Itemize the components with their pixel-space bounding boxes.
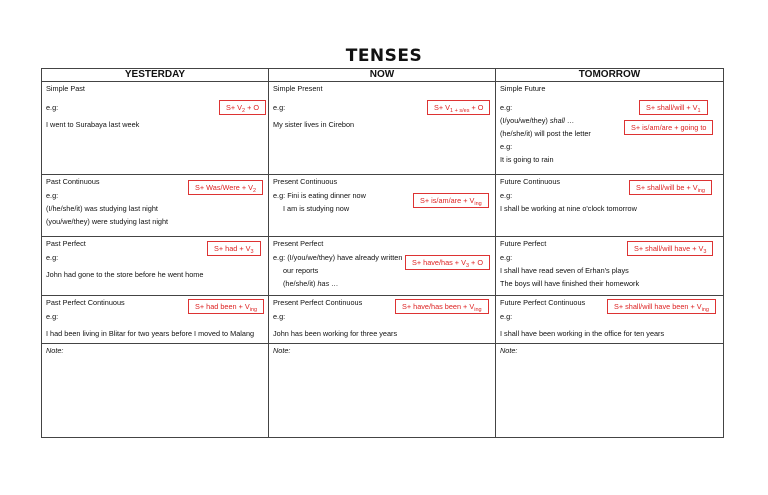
formula-box: S+ Was/Were + $V_2$ <box>188 180 263 195</box>
note-cell-yesterday <box>42 343 269 437</box>
header-yesterday: YESTERDAY <box>42 69 269 82</box>
header-tomorrow: TOMORROW <box>496 69 724 82</box>
cell-present-perfect-continuous: Present Perfect Continuous e.g: John has been working for three years S+ have/has been + $V_{ing}$ <box>269 295 496 343</box>
tense-name: Present Perfect Continuous <box>273 297 363 307</box>
tense-name: Past Perfect Continuous <box>46 297 125 307</box>
example-sentence: our reports <box>283 266 319 276</box>
cell-past-perfect-continuous: Past Perfect Continuous e.g: I had been living in Blitar for two years before I moved to Malang S+ had been + $V_{ing}$ <box>42 295 269 343</box>
cell-past-perfect: Past Perfect e.g: John had gone to the store before he went home S+ had + $V_3$ <box>42 237 269 295</box>
example-sentence: I shall have been working in the office for ten years <box>500 328 665 338</box>
tense-name: Past Perfect <box>46 239 86 249</box>
page-title: TENSES <box>345 46 423 66</box>
tense-name: Future Perfect Continuous <box>500 297 586 307</box>
tense-name: Present Continuous <box>273 177 338 187</box>
formula-box: $S+ V_{1 + s/es} + O$ <box>427 100 490 115</box>
formula-box: $S+ V_2 + O$ <box>219 100 266 115</box>
note-label: Note: <box>46 345 64 355</box>
formula-box: S+ have/has been + $V_{ing}$ <box>395 299 489 314</box>
example-sentence: I went to Surabaya last week <box>46 120 140 130</box>
header-row <box>42 69 724 82</box>
example-sentence: My sister lives in Cirebon <box>273 120 355 130</box>
example-sentence: I shall be working at nine o'clock tomorrow <box>500 204 637 214</box>
note-cell-tomorrow <box>496 343 724 437</box>
formula-box: S+ shall/will have been + $V_{ing}$ <box>607 299 716 314</box>
cell-simple-future: Simple Future e.g: (I/you/we/they) shall … (he/she/it) will post the letter e.g: It is going to rain S+ shall/will + $V_1$ S+ is/am/are + going to <box>496 82 724 175</box>
formula-box: S+ is/am/are + going to <box>624 120 713 135</box>
example-sentence: I shall have read seven of Erhan's plays <box>500 266 629 276</box>
example-sentence: (you/we/they) were studying last night <box>46 217 169 227</box>
formula-box: S+ shall/will + $V_1$ <box>639 100 708 115</box>
example-sentence: John had gone to the store before he went home <box>46 270 204 280</box>
cell-past-continuous: Past Continuous e.g: (I/he/she/it) was studying last night (you/we/they) were studying last night S+ Was/Were + $V_2$ <box>42 175 269 237</box>
note-cell-now <box>269 343 496 437</box>
tense-name: Simple Past <box>46 84 85 94</box>
header-now: NOW <box>269 69 496 82</box>
notes-row <box>42 343 724 437</box>
table-row <box>42 82 724 175</box>
formula-box: S+ have/has + $V_3 + O$ <box>405 255 490 270</box>
note-label: Note: <box>273 345 291 355</box>
tense-name: Simple Future <box>500 84 546 94</box>
cell-present-continuous <box>269 175 496 237</box>
cell-future-perfect: Future Perfect e.g: I shall have read seven of Erhan's plays The boys will have finished their homework S+ shall/will have + $V_3$ <box>496 237 724 295</box>
formula-box: $S+ is/am/are + V_{ing}$ <box>413 193 489 208</box>
tense-name: Future Continuous <box>500 177 561 187</box>
example-sentence: It is going to rain <box>500 155 554 165</box>
tense-name: Past Continuous <box>46 177 100 187</box>
example-sentence: The boys will have finished their homework <box>500 279 640 289</box>
tenses-table <box>41 68 724 438</box>
cell-future-perfect-continuous: Future Perfect Continuous e.g: I shall have been working in the office for ten years S+ shall/will have been + $V_{ing}$ <box>496 295 724 343</box>
formula-box: S+ shall/will be + $V_{ing}$ <box>629 180 712 195</box>
note-label: Note: <box>500 345 518 355</box>
cell-simple-past: Simple Past e.g: I went to Surabaya last week $S+ V_2 + O$ <box>42 82 269 175</box>
example-sentence: e.g: Fini is eating dinner now <box>273 191 366 201</box>
example-sentence: I am is studying now <box>283 204 350 214</box>
table-row <box>42 237 724 295</box>
cell-simple-present: Simple Present e.g: My sister lives in Cirebon $S+ V_{1 + s/es} + O$ <box>269 82 496 175</box>
table-row <box>42 175 724 237</box>
table-row <box>42 295 724 343</box>
tense-name: Present Perfect <box>273 239 324 249</box>
cell-future-continuous: Future Continuous e.g: I shall be working at nine o'clock tomorrow S+ shall/will be + $V_{ing}$ <box>496 175 724 237</box>
cell-present-perfect <box>269 237 496 295</box>
example-sentence: I had been living in Blitar for two years before I moved to Malang <box>46 328 255 338</box>
example-sentence: (he/she/it) has … <box>283 279 339 289</box>
formula-box: S+ had been + $V_{ing}$ <box>188 299 264 314</box>
example-sentence: (I/he/she/it) was studying last night <box>46 204 158 214</box>
formula-box: S+ had + $V_3$ <box>207 241 261 256</box>
example-sentence: e.g: (I/you/we/they) have already written <box>273 253 403 263</box>
example-sentence: (I/you/we/they) shall … <box>500 116 575 126</box>
tense-name: Future Perfect <box>500 239 547 249</box>
formula-box: S+ shall/will have + $V_3$ <box>627 241 713 256</box>
example-sentence: John has been working for three years <box>273 328 398 338</box>
tense-name: Simple Present <box>273 84 323 94</box>
example-sentence: (he/she/it) will post the letter <box>500 129 591 139</box>
